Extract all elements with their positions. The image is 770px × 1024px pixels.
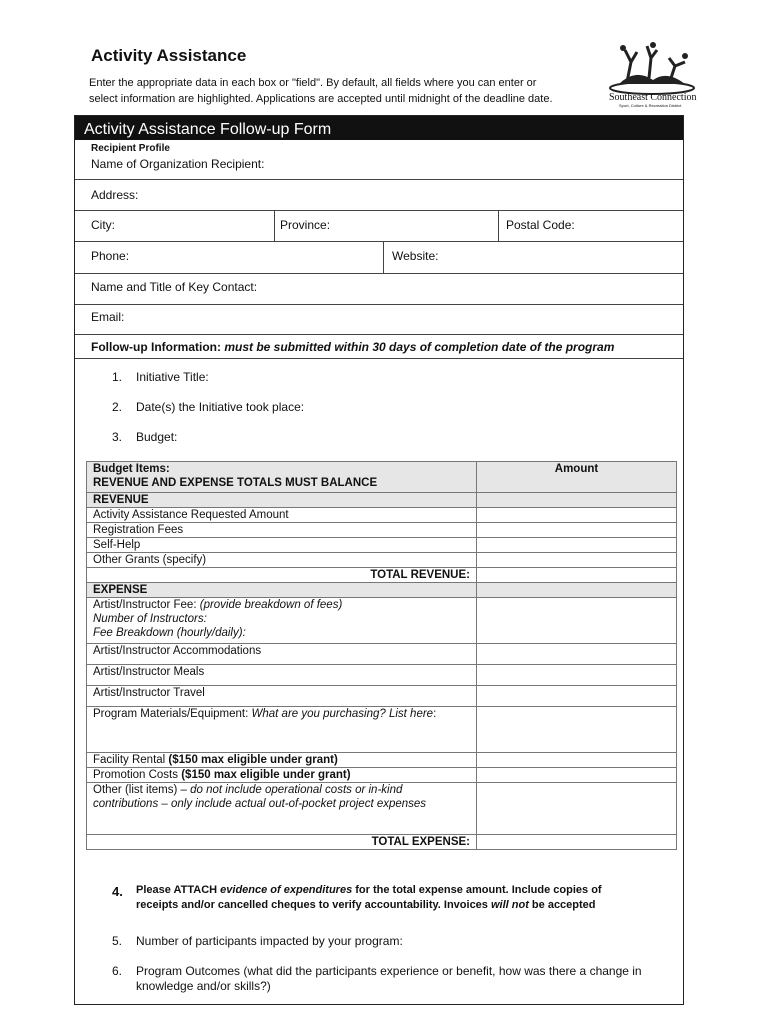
item-number: 5. (112, 934, 123, 948)
attach-text: receipts and/or cancelled cheques to verify accountability. Invoices (136, 899, 491, 911)
org-name-label: Name of Organization Recipient: (91, 157, 265, 171)
postal-code-label: Postal Code: (506, 218, 575, 232)
budget-label: Budget: (136, 430, 178, 444)
promotion-label: Promotion Costs (93, 769, 179, 781)
total-revenue-cell[interactable] (477, 568, 677, 583)
amount-cell[interactable] (477, 707, 677, 753)
amount-cell[interactable] (477, 665, 677, 686)
fee-breakdown-label: Fee Breakdown (hourly/daily): (93, 627, 246, 639)
phone-label: Phone: (91, 249, 130, 263)
field-divider (383, 241, 384, 273)
expense-heading: EXPENSE (87, 583, 477, 598)
attach-text: Please ATTACH (136, 884, 221, 896)
amount-cell[interactable] (477, 598, 677, 644)
revenue-row: Activity Assistance Requested Amount (87, 508, 477, 523)
other-label: Other (list items) – (93, 784, 187, 796)
outcomes-label: Program Outcomes (what did the participants experience or benefit, how was there a change in (136, 964, 642, 978)
item-number: 3. (112, 430, 123, 444)
amount-cell[interactable] (477, 508, 677, 523)
amount-cell[interactable] (477, 523, 677, 538)
email-label: Email: (91, 310, 125, 324)
amount-header: Amount (477, 462, 677, 493)
attach-text: for the total expense amount. Include copies of (352, 884, 602, 896)
balance-note: REVENUE AND EXPENSE TOTALS MUST BALANCE (93, 477, 378, 489)
budget-items-header (87, 462, 477, 493)
promotion-note: ($150 max eligible under grant) (181, 769, 351, 781)
province-label: Province: (280, 218, 331, 232)
other-row (87, 783, 477, 835)
other-note: contributions – only include actual out-of-pocket project expenses (93, 798, 427, 810)
intro-line: select information are highlighted. Applications are accepted until midnight of the deadline date. (89, 93, 553, 105)
field-divider (274, 210, 275, 241)
field-divider (498, 210, 499, 241)
field-divider (75, 334, 683, 335)
artist-fee-label: Artist/Instructor Fee: (93, 599, 197, 611)
amount-cell[interactable] (477, 644, 677, 665)
logo-text: Southeast Connection (609, 92, 697, 103)
intro-text (89, 75, 589, 107)
followup-heading (91, 340, 614, 354)
facility-note: ($150 max eligible under grant) (168, 754, 338, 766)
budget-items-label: Budget Items: (93, 463, 170, 475)
revenue-row: Registration Fees (87, 523, 477, 538)
other-note: do not include operational costs or in-kind (190, 784, 403, 796)
field-divider (75, 210, 683, 211)
facility-row (87, 753, 477, 768)
attach-text: be accepted (528, 899, 596, 911)
amount-cell[interactable] (477, 768, 677, 783)
field-divider (75, 241, 683, 242)
item-number: 2. (112, 400, 123, 414)
revenue-heading: REVENUE (87, 493, 477, 508)
form-banner: Activity Assistance Follow-up Form (75, 116, 683, 140)
amount-cell[interactable] (477, 538, 677, 553)
meals-row: Artist/Instructor Meals (87, 665, 477, 686)
attach-instruction-line2 (136, 899, 596, 911)
item-number: 4. (112, 884, 123, 899)
address-label: Address: (91, 188, 139, 202)
field-divider (75, 358, 683, 359)
attach-emphasis: evidence of expenditures (220, 884, 353, 896)
outcomes-label-cont: knowledge and/or skills?) (136, 979, 271, 993)
recipient-profile-heading: Recipient Profile (91, 143, 170, 154)
logo-subtext: Sport, Culture & Recreation District (619, 103, 682, 108)
budget-table (86, 461, 677, 862)
key-contact-label: Name and Title of Key Contact: (91, 280, 258, 294)
amount-cell[interactable] (477, 583, 677, 598)
materials-row (87, 707, 477, 753)
artist-fee-note: (provide breakdown of fees) (199, 599, 343, 611)
amount-cell[interactable] (477, 553, 677, 568)
followup-deadline: must be submitted within 30 days of completion date of the program (224, 340, 615, 354)
attach-emphasis: will not (490, 899, 529, 911)
amount-cell[interactable] (477, 493, 677, 508)
intro-line: Enter the appropriate data in each box or "field". By default, all fields where you can enter or (89, 77, 537, 89)
revenue-row: Other Grants (specify) (87, 553, 477, 568)
initiative-title-label: Initiative Title: (136, 370, 209, 384)
materials-colon: : (433, 708, 437, 720)
total-revenue-label: TOTAL REVENUE: (87, 568, 477, 583)
field-divider (75, 179, 683, 180)
followup-bold: Follow-up Information: (91, 340, 221, 354)
participants-label: Number of participants impacted by your program: (136, 934, 403, 948)
page-title: Activity Assistance (91, 46, 247, 65)
amount-cell[interactable] (477, 686, 677, 707)
num-instructors-label: Number of Instructors: (93, 613, 207, 625)
dates-label: Date(s) the Initiative took place: (136, 400, 305, 414)
city-label: City: (91, 218, 115, 232)
accommodations-row: Artist/Instructor Accommodations (87, 644, 477, 665)
promotion-row (87, 768, 477, 783)
field-divider (75, 304, 683, 305)
amount-cell[interactable] (477, 783, 677, 835)
website-label: Website: (392, 249, 439, 263)
southeast-connection-logo (605, 40, 700, 110)
attach-instruction-line1 (136, 884, 602, 896)
facility-label: Facility Rental (93, 754, 166, 766)
travel-row: Artist/Instructor Travel (87, 686, 477, 707)
item-number: 6. (112, 964, 123, 978)
field-divider (75, 273, 683, 274)
materials-note: What are you purchasing? List here (251, 708, 434, 720)
item-number: 1. (112, 370, 123, 384)
total-expense-cell[interactable] (477, 835, 677, 850)
materials-label: Program Materials/Equipment: (93, 708, 249, 720)
total-expense-label: TOTAL EXPENSE: (87, 835, 477, 850)
artist-fee-row (87, 598, 477, 644)
amount-cell[interactable] (477, 753, 677, 768)
revenue-row: Self-Help (87, 538, 477, 553)
